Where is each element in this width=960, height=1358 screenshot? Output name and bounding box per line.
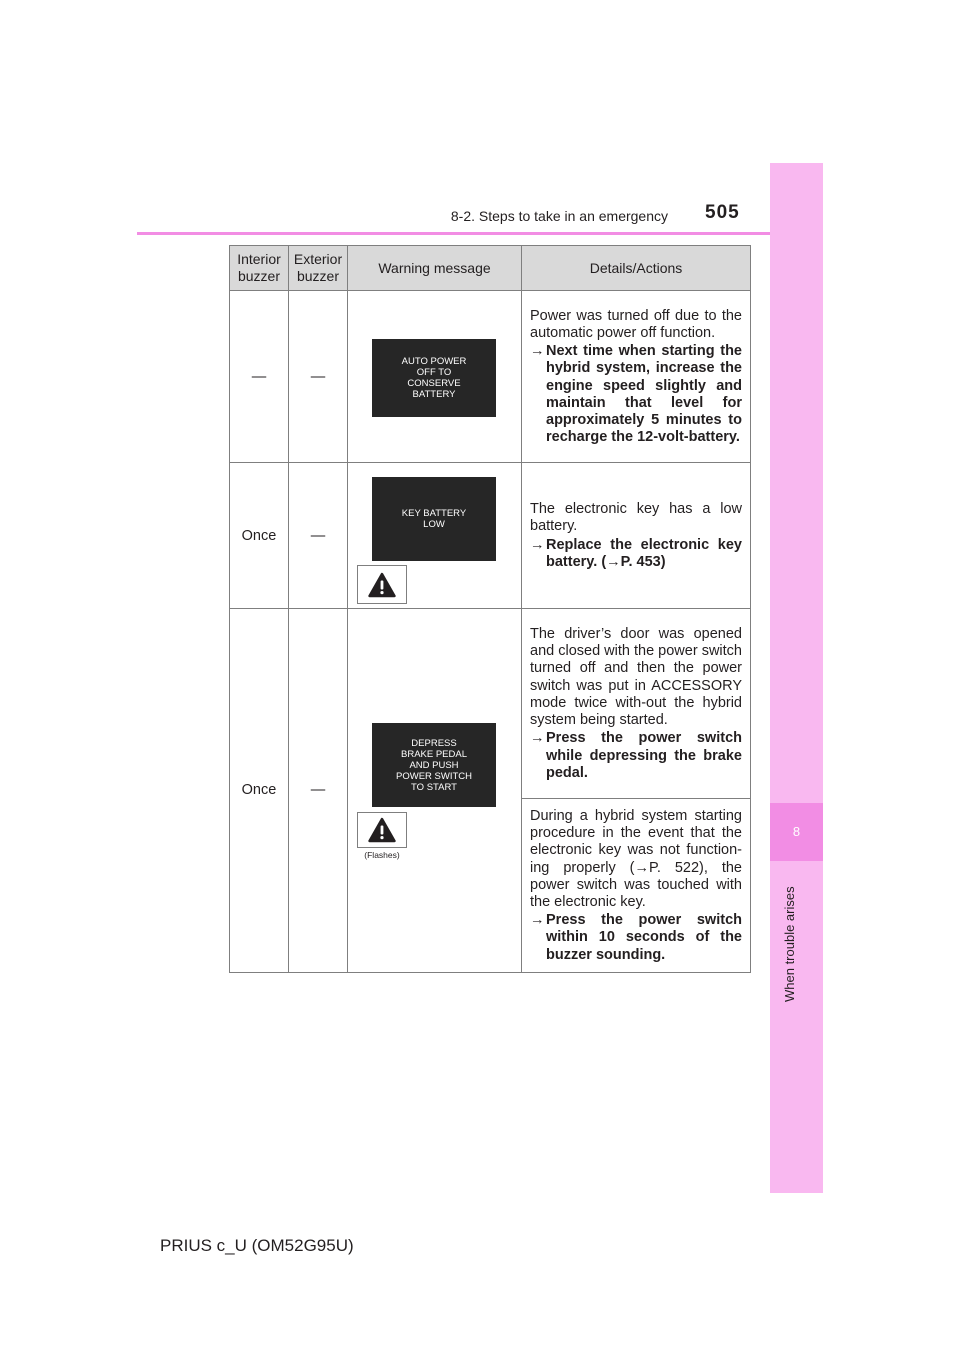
exterior-buzzer-cell: —: [289, 609, 348, 973]
warning-triangle-icon: [357, 812, 407, 848]
table-row: [230, 463, 751, 609]
warning-message-cell: [348, 291, 522, 463]
details-cell: [522, 463, 751, 609]
details-cell: [522, 291, 751, 463]
display-message-screen: [372, 339, 496, 417]
interior-buzzer-cell: —: [230, 291, 289, 463]
flashes-label: (Flashes): [364, 850, 400, 860]
arrow-icon: →: [530, 912, 545, 929]
detail-text: The electronic key has a low battery.: [530, 501, 742, 535]
display-message-screen: [372, 477, 496, 561]
header-rule: [137, 232, 823, 235]
section-title: 8-2. Steps to take in an emergency: [450, 208, 668, 224]
action-text: Next time when starting the hybrid system, increase the engine speed slightly and maintain that level for approximately 5 minutes to recharge the 12-volt-battery.: [546, 343, 742, 446]
exterior-buzzer-cell: —: [289, 291, 348, 463]
exterior-buzzer-cell: —: [289, 463, 348, 609]
warning-triangle-icon: [368, 572, 396, 598]
action-line: [530, 730, 742, 782]
warning-message-cell: [348, 463, 522, 609]
col-header-warning-message: Warning message: [348, 246, 522, 291]
warning-triangle-icon: [357, 565, 407, 604]
warning-message-cell: [348, 609, 522, 973]
display-message-screen: [372, 723, 496, 807]
col-header-exterior-buzzer: Exterior buzzer: [289, 246, 348, 291]
action-text: Replace the electronic key battery. (→P. 453): [546, 536, 742, 570]
arrow-icon: →: [530, 343, 545, 360]
detail-text: During a hybrid system starting procedure in the event that the electronic key was not function-ing properly (→P. 522), the power switch was touched with the electronic key.: [530, 808, 742, 911]
action-text: Press the power switch while depressing the brake pedal.: [546, 730, 742, 781]
details-cell: [522, 799, 751, 973]
interior-buzzer-cell: Once: [230, 609, 289, 973]
chapter-side-tab: [770, 163, 823, 1193]
arrow-icon: →: [530, 730, 545, 747]
display-message-text: AUTO POWER OFF TO CONSERVE BATTERY: [401, 356, 467, 400]
details-cell: [522, 609, 751, 799]
action-line: [530, 537, 742, 571]
detail-text: The driver’s door was opened and closed with the power switch turned off and then the power switch was put in ACCESSORY mode twice with-out the hybrid system being started.: [530, 626, 742, 729]
model-footer: PRIUS c_U (OM52G95U): [160, 1236, 354, 1255]
display-message-text: DEPRESS BRAKE PEDAL AND PUSH POWER SWITCH TO START: [396, 737, 472, 793]
warning-triangle-icon: [368, 817, 396, 843]
chapter-number: 8: [770, 803, 823, 861]
interior-buzzer-cell: Once: [230, 463, 289, 609]
table-row: [230, 291, 751, 463]
action-line: [530, 343, 742, 446]
table-header-row: [230, 246, 751, 291]
chapter-title: When trouble arises: [782, 886, 797, 1002]
action-text: Press the power switch within 10 seconds of the buzzer sounding.: [546, 912, 742, 963]
display-message-text: KEY BATTERY LOW: [401, 508, 467, 530]
col-header-interior-buzzer: Interior buzzer: [230, 246, 289, 291]
page-number: 505: [705, 202, 740, 223]
warning-message-table: [229, 245, 751, 973]
col-header-details-actions: Details/Actions: [522, 246, 751, 291]
action-line: [530, 912, 742, 964]
arrow-icon: →: [530, 536, 545, 553]
detail-text: Power was turned off due to the automatic power off function.: [530, 307, 742, 341]
table-row: [230, 609, 751, 799]
